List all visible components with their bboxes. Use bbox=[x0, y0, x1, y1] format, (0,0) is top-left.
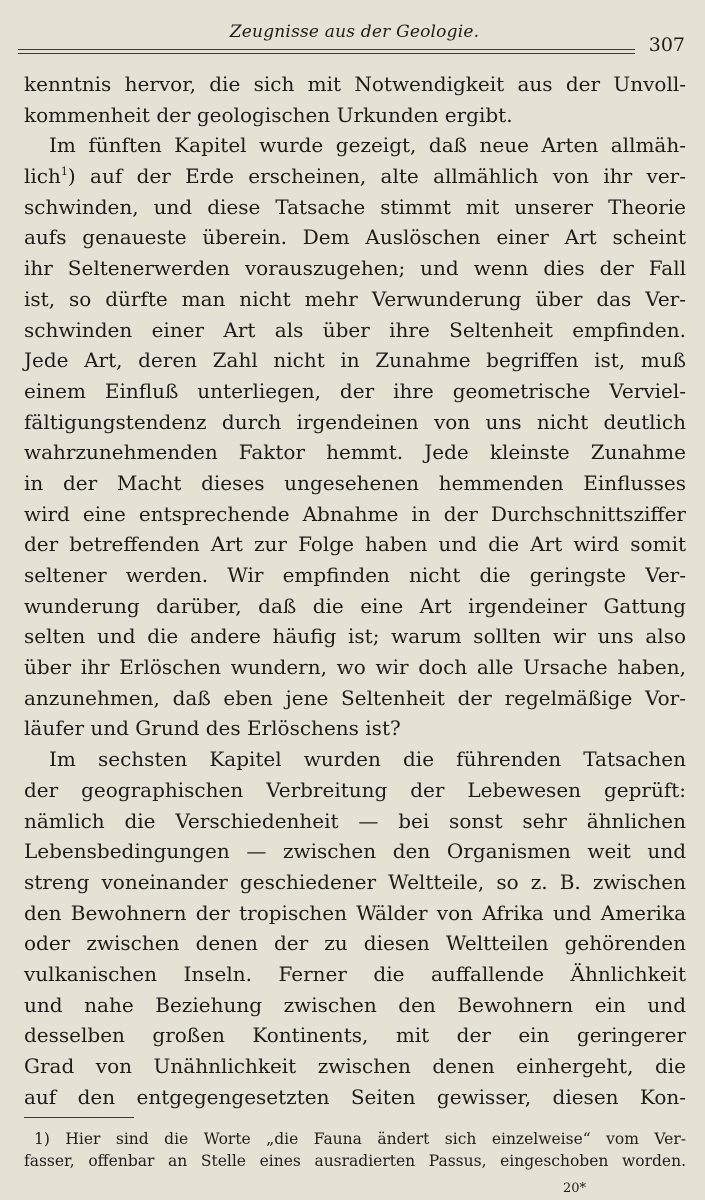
text-line: kommenheit der geologischen Urkunden ergibt. bbox=[24, 102, 513, 127]
text-line: auf den entgegengesetzten Seiten gewisser, diesen Kon- bbox=[24, 1084, 686, 1109]
text-fragment: ) auf der Erde erscheinen, alte allmählich von ihr ver- bbox=[67, 164, 686, 189]
text-line: seltener werden. Wir empfinden nicht die geringste Ver- bbox=[24, 563, 686, 587]
text-line: aufs genaueste überein. Dem Auslöschen einer Art scheint bbox=[24, 225, 686, 250]
footnote-rule bbox=[24, 1117, 134, 1118]
text-line: selten und die andere häufig ist; warum sollten wir uns also bbox=[24, 624, 686, 649]
text-line: wahrzunehmenden Faktor hemmt. Jede kleinste Zunahme bbox=[24, 440, 686, 465]
header-rule bbox=[18, 53, 635, 54]
text-line: in der Macht dieses ungesehenen hemmenden Einflusses bbox=[24, 470, 686, 495]
text-line: den Bewohnern der tropischen Wälder von Afrika und Amerika bbox=[24, 900, 686, 925]
paragraph-first-line: Im fünften Kapitel wurde gezeigt, daß neue Arten allmäh- bbox=[49, 133, 686, 158]
text-line: wird eine entsprechende Abnahme in der Durchschnittsziffer bbox=[24, 501, 686, 526]
text-line: einem Einfluß unterliegen, der ihre geometrische Verviel- bbox=[24, 378, 686, 403]
footnote-line: fasser, offenbar an Stelle eines ausradierten Passus, eingeschoben worden. bbox=[24, 1152, 686, 1170]
page-number: 307 bbox=[648, 34, 685, 56]
text-line: wunderung darüber, daß die eine Art irgendeiner Gattung bbox=[24, 593, 686, 618]
text-line bbox=[24, 161, 686, 192]
text-line: Jede Art, deren Zahl nicht in Zunahme begriffen ist, muß bbox=[24, 348, 686, 373]
running-title: Zeugnisse aus der Geologie. bbox=[229, 22, 480, 42]
text-line: läufer und Grund des Erlöschens ist? bbox=[24, 716, 401, 741]
printer-signature: 20* bbox=[563, 1181, 587, 1196]
text-line: desselben großen Kontinents, mit der ein geringerer bbox=[24, 1023, 686, 1048]
text-line: schwinden, und diese Tatsache stimmt mit unserer Theorie bbox=[24, 194, 686, 219]
text-line: oder zwischen denen der zu diesen Weltteilen gehörenden bbox=[24, 931, 686, 956]
text-line: der geographischen Verbreitung der Lebewesen geprüft: bbox=[24, 777, 686, 802]
footnote-line: 1) Hier sind die Worte „die Fauna ändert sich einzelweise“ vom Ver- bbox=[34, 1130, 686, 1148]
text-line: ist, so dürfte man nicht mehr Verwunderung über das Ver- bbox=[24, 286, 686, 311]
paragraph-first-line: Im sechsten Kapitel wurden die führenden Tatsachen bbox=[49, 747, 686, 772]
text-line: nämlich die Verschiedenheit — bei sonst sehr ähnlichen bbox=[24, 808, 686, 833]
body-text bbox=[24, 69, 686, 1112]
text-line: Grad von Unähnlichkeit zwischen denen einhergeht, die bbox=[24, 1054, 686, 1078]
text-line: streng voneinander geschiedener Weltteile, so z. B. zwischen bbox=[24, 869, 686, 894]
text-line: kenntnis hervor, die sich mit Notwendigkeit aus der Unvoll- bbox=[24, 72, 686, 96]
footnote bbox=[24, 1128, 686, 1172]
text-line: anzunehmen, daß eben jene Seltenheit der regelmäßige Vor- bbox=[24, 685, 686, 710]
text-line: vulkanischen Inseln. Ferner die auffallende Ähnlichkeit bbox=[24, 961, 686, 986]
header-rule bbox=[18, 49, 635, 50]
text-line: schwinden einer Art als über ihre Seltenheit empfinden. bbox=[24, 317, 686, 342]
text-line: fältigungstendenz durch irgendeinen von uns nicht deutlich bbox=[24, 409, 686, 434]
footnote-marker: 1 bbox=[60, 165, 68, 179]
text-line: über ihr Erlöschen wundern, wo wir doch alle Ursache haben, bbox=[24, 655, 686, 680]
text-line: Lebensbedingungen — zwischen den Organismen weit und bbox=[24, 839, 686, 864]
page-header bbox=[18, 18, 691, 54]
text-fragment: lich bbox=[24, 164, 61, 189]
text-line: der betreffenden Art zur Folge haben und die Art wird somit bbox=[24, 532, 686, 557]
text-line: ihr Seltenerwerden vorauszugehen; und wenn dies der Fall bbox=[24, 256, 686, 281]
text-line: und nahe Beziehung zwischen den Bewohnern ein und bbox=[24, 992, 686, 1017]
